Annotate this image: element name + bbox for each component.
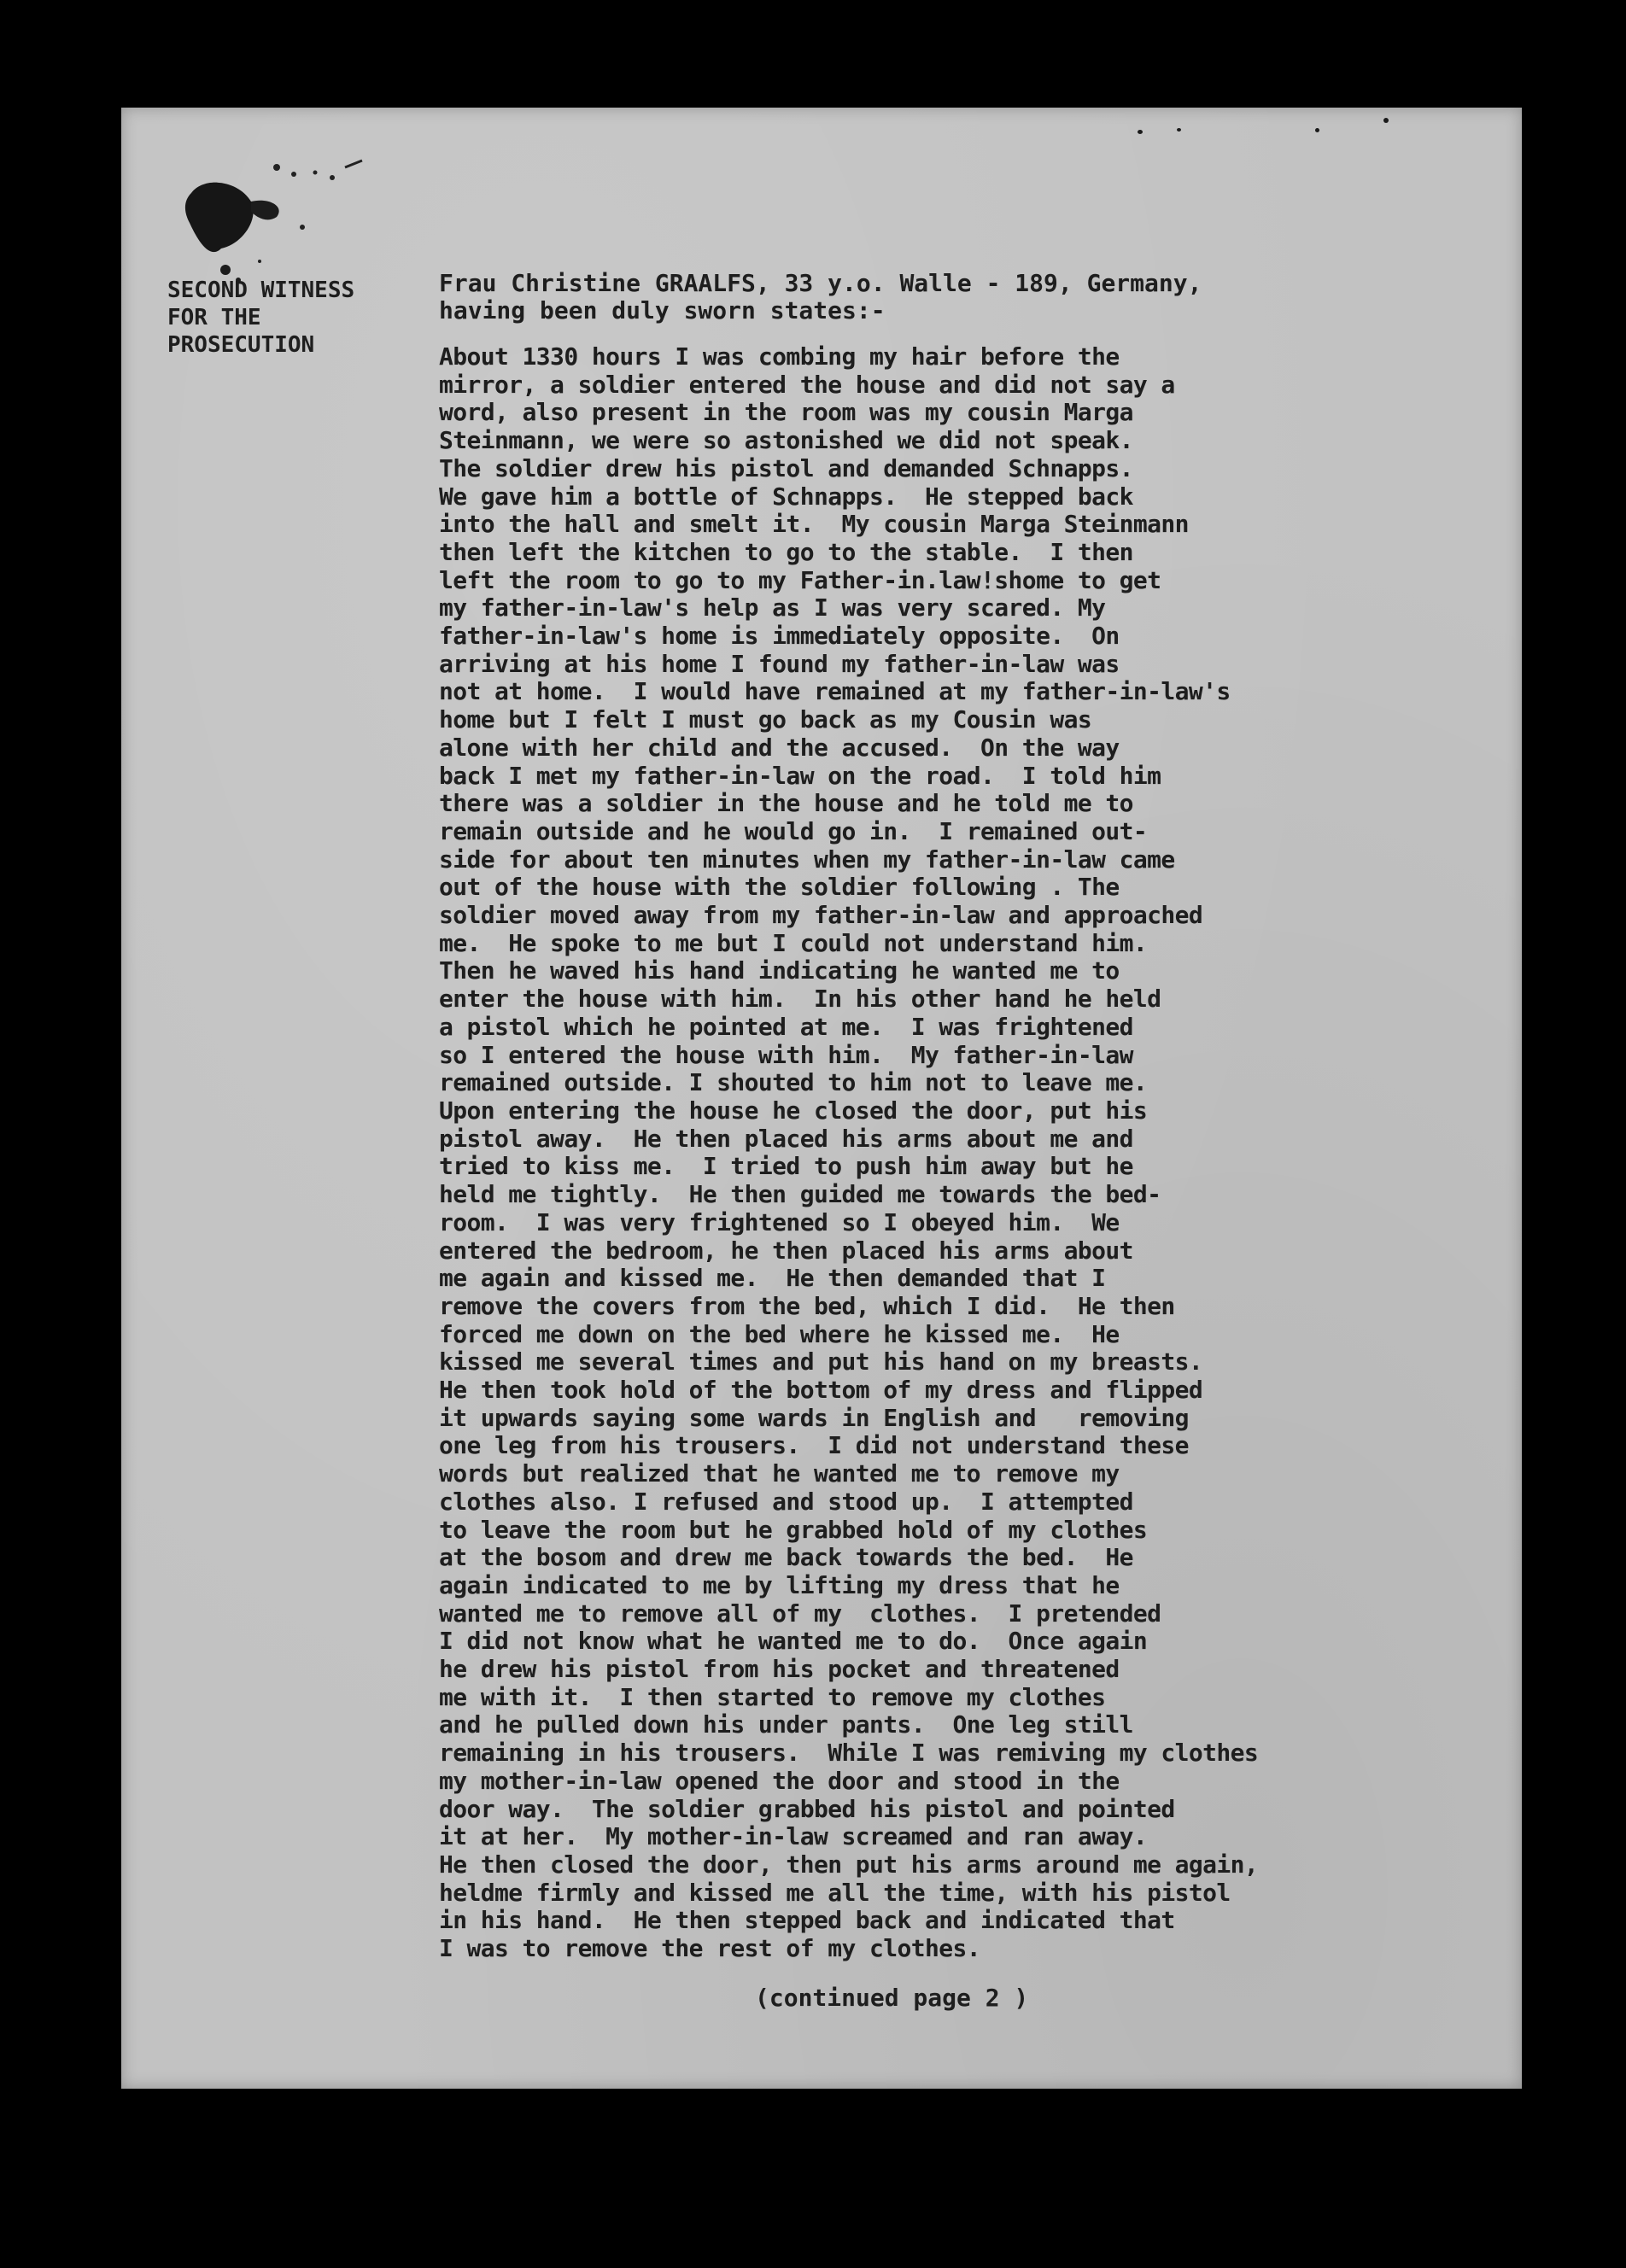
body-line: arriving at his home I found my father-in-law was (439, 649, 1120, 678)
body-line: enter the house with him. In his other hand he held (439, 985, 1161, 1014)
body-line: room. I was very frightened so I obeyed him. We (439, 1207, 1120, 1236)
body-line: me. He spoke to me but I could not understand him. (439, 928, 1148, 957)
body-line: remove the covers from the bed, which I did. He then (439, 1291, 1175, 1320)
body-line: heldme firmly and kissed me all the time, with his pistol (439, 1878, 1231, 1907)
ink-stain (157, 142, 413, 295)
body-line: remaining in his trousers. While I was remiving my clothes (439, 1739, 1259, 1768)
body-line: it at her. My mother-in-law screamed and ran away. (439, 1822, 1148, 1851)
body-line: side for about ten minutes when my father-in-law came (439, 845, 1175, 874)
statement-body (439, 343, 1498, 1963)
body-line: it upwards saying some wards in English and removing (439, 1403, 1189, 1432)
body-line: pistol away. He then placed his arms about me and (439, 1124, 1133, 1153)
body-line: tried to kiss me. I tried to push him away but he (439, 1152, 1133, 1181)
body-line: in his hand. He then stepped back and indicated that (439, 1906, 1175, 1935)
body-line: left the room to go to my Father-in.law!shome to get (439, 565, 1161, 594)
body-line: I did not know what he wanted me to do. Once again (439, 1627, 1148, 1656)
body-line: home but I felt I must go back as my Cousin was (439, 705, 1092, 734)
body-line: word, also present in the room was my cousin Marga (439, 398, 1133, 427)
statement-header (439, 270, 1498, 324)
speck (1177, 128, 1181, 132)
body-line: he drew his pistol from his pocket and threatened (439, 1655, 1120, 1684)
body-line: soldier moved away from my father-in-law and approached (439, 901, 1203, 930)
witness-label-line: PROSECUTION (167, 332, 315, 358)
body-line: held me tightly. He then guided me towards the bed- (439, 1180, 1161, 1209)
body-line: Upon entering the house he closed the door, put his (439, 1096, 1148, 1125)
body-line: Steinmann, we were so astonished we did not speak. (439, 426, 1133, 455)
body-line: words but realized that he wanted me to remove my (439, 1459, 1120, 1488)
header-line: Frau Christine GRAALFS, 33 y.o. Walle - 189, Germany, (439, 269, 1202, 297)
body-line: then left the kitchen to go to the stable. I then (439, 537, 1133, 566)
body-line: forced me down on the bed where he kissed me. He (439, 1319, 1120, 1348)
body-line: into the hall and smelt it. My cousin Marga Steinmann (439, 510, 1189, 539)
body-line: He then closed the door, then put his arms around me again, (439, 1850, 1259, 1879)
speck (1383, 118, 1389, 123)
speck (1138, 130, 1143, 134)
body-line: remain outside and he would go in. I remained out- (439, 816, 1148, 845)
body-line: kissed me several times and put his hand on my breasts. (439, 1347, 1203, 1377)
body-line: wanted me to remove all of my clothes. I pretended (439, 1599, 1161, 1628)
body-line: remained outside. I shouted to him not to leave me. (439, 1068, 1148, 1097)
witness-label (167, 277, 424, 359)
body-line: my father-in-law's help as I was very scared. My (439, 593, 1106, 623)
body-line: entered the bedroom, he then placed his arms about (439, 1236, 1133, 1265)
body-line: so I entered the house with him. My father-in-law (439, 1040, 1133, 1069)
body-line: at the bosom and drew me back towards the bed. He (439, 1543, 1133, 1572)
ink-stain-graphic (157, 142, 413, 295)
body-line: back I met my father-in-law on the road. I told him (439, 761, 1161, 790)
witness-label-line: SECOND WITNESS (167, 278, 355, 303)
body-line: Then he waved his hand indicating he wanted me to (439, 956, 1120, 985)
body-line: About 1330 hours I was combing my hair before the (439, 342, 1120, 371)
continuation-note: (continued page 2 ) (755, 1984, 1029, 2012)
body-line: again indicated to me by lifting my dress that he (439, 1570, 1120, 1599)
body-line: me again and kissed me. He then demanded that I (439, 1264, 1106, 1293)
body-line: door way. The soldier grabbed his pistol and pointed (439, 1794, 1175, 1823)
body-line: The soldier drew his pistol and demanded Schnapps. (439, 453, 1133, 482)
body-line: there was a soldier in the house and he told me to (439, 789, 1133, 818)
header-line: having been duly sworn states:- (439, 296, 886, 324)
document-page (121, 108, 1522, 2089)
body-line: out of the house with the soldier following . The (439, 873, 1120, 902)
body-line: mirror, a soldier entered the house and did not say a (439, 370, 1175, 399)
body-line: We gave him a bottle of Schnapps. He stepped back (439, 482, 1133, 511)
body-line: and he pulled down his under pants. One leg still (439, 1710, 1133, 1739)
body-line: He then took hold of the bottom of my dress and flipped (439, 1376, 1203, 1405)
body-line: to leave the room but he grabbed hold of my clothes (439, 1515, 1148, 1544)
body-line: one leg from his trousers. I did not understand these (439, 1431, 1189, 1460)
speck (1315, 128, 1319, 132)
body-line: alone with her child and the accused. On the way (439, 733, 1120, 762)
witness-label-line: FOR THE (167, 305, 261, 330)
body-line: not at home. I would have remained at my father-in-law's (439, 677, 1231, 706)
body-line: father-in-law's home is immediately opposite. On (439, 622, 1120, 651)
body-line: my mother-in-law opened the door and stood in the (439, 1766, 1120, 1795)
body-line: me with it. I then started to remove my clothes (439, 1682, 1106, 1711)
body-line: clothes also. I refused and stood up. I attempted (439, 1487, 1133, 1516)
body-line: I was to remove the rest of my clothes. (439, 1934, 981, 1963)
body-line: a pistol which he pointed at me. I was frightened (439, 1012, 1133, 1041)
